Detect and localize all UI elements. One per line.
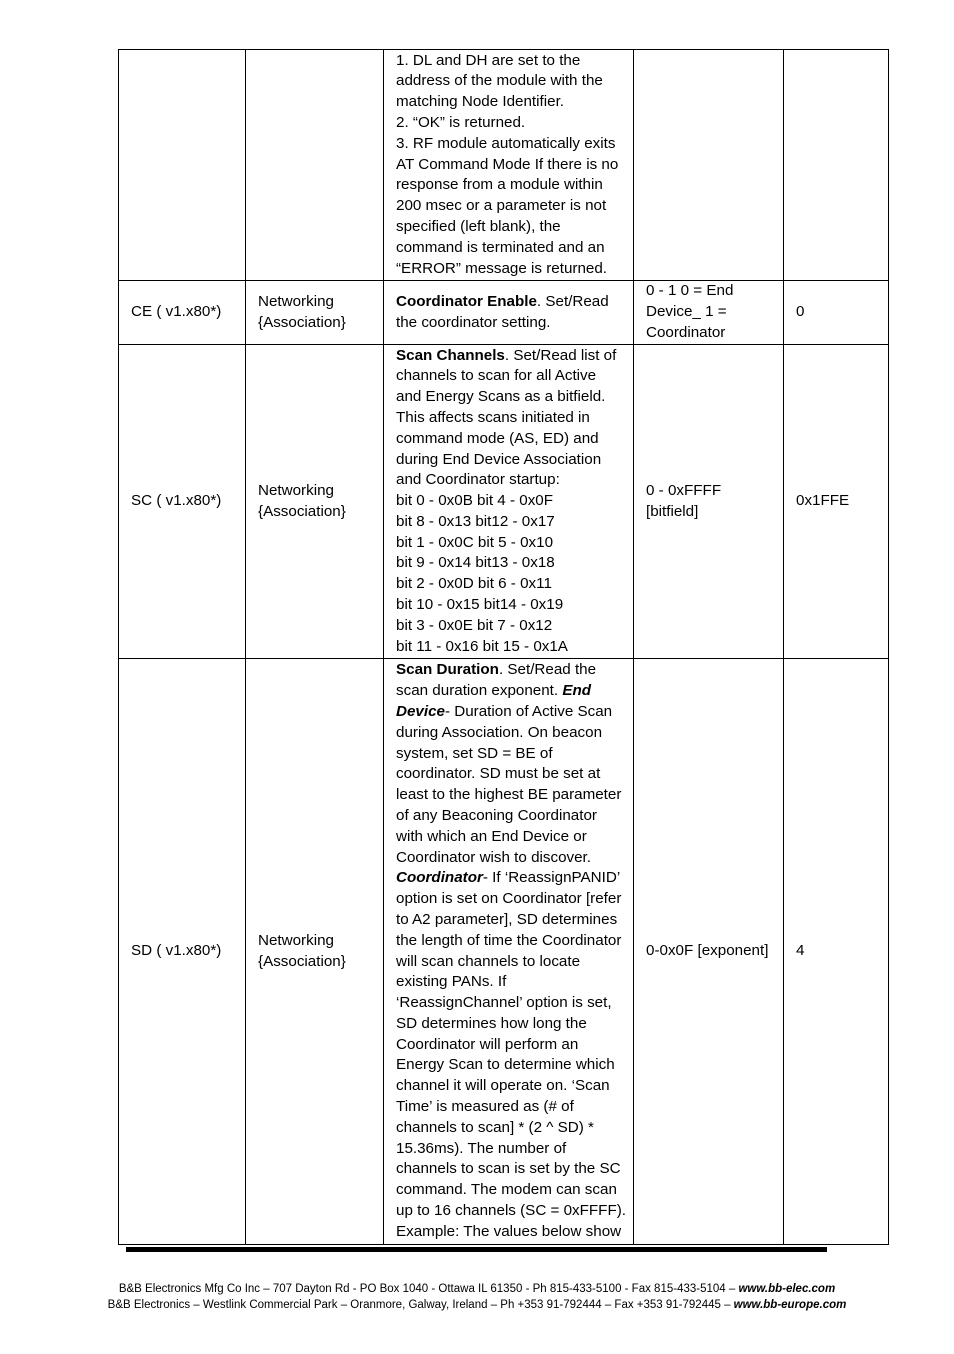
description-cell [384,659,634,1245]
desc-line: will scan channels to locate [396,952,581,970]
table-row [119,659,889,1245]
footer-address: B&B Electronics – Westlink Commercial Park – Oranmore, Galway, Ireland – Ph +353 91-792444 – Fax +353 91-792445 – [107,1299,734,1311]
default-cell [784,50,889,281]
desc-line: up to 16 channels (SC = 0xFFFF). [396,1202,627,1220]
category-line: {Association} [258,502,346,520]
desc-text: . Set/Read list of [504,346,617,364]
desc-line: command is terminated and an [396,238,605,256]
desc-line: least to the highest BE parameter [396,786,622,804]
desc-line: channels to scan for all Active [396,367,597,385]
param-cell: CE ( v1.x80*) [119,281,246,345]
bit-channel-line: bit 1 - 0x0C bit 5 - 0x10 [396,533,554,551]
desc-line [396,868,625,889]
at-command-table [118,49,889,1245]
footer-address: B&B Electronics Mfg Co Inc – 707 Dayton Rd - PO Box 1040 - Ottawa IL 61350 - Ph 815-433-5100 - Fax 815-433-5104 – [118,1283,739,1295]
desc-line [396,702,625,723]
desc-line: Energy Scan to determine which [396,1056,615,1074]
bit-channel-line: bit 9 - 0x14 bit13 - 0x18 [396,554,555,572]
desc-line: response from a module within [396,176,603,194]
desc-line: Example: The values below show [396,1222,622,1240]
desc-line: 200 msec or a parameter is not [396,197,607,215]
desc-line: of any Beaconing Coordinator [396,806,597,824]
desc-line: Time’ is measured as (# of [396,1098,574,1116]
footer-link[interactable]: www.bb-elec.com [738,1283,836,1295]
range-line: [bitfield] [646,502,699,520]
desc-title: Scan Duration [396,661,499,679]
desc-line [396,292,625,313]
desc-line: and Coordinator startup: [396,471,560,489]
desc-line: “ERROR” message is returned. [396,259,608,277]
bit-channel-line: bit 8 - 0x13 bit12 - 0x17 [396,512,555,530]
bit-channel-line: bit 3 - 0x0E bit 7 - 0x12 [396,616,553,634]
footer-link[interactable]: www.bb-europe.com [733,1299,847,1311]
range-line: Coordinator [646,323,726,341]
desc-line: specified (left blank), the [396,217,561,235]
desc-text: - If ‘ReassignPANID’ [482,869,621,887]
range-line: Device_ 1 = [646,303,727,321]
param-cell: SC ( v1.x80*) [119,345,246,659]
param-cell: SD ( v1.x80*) [119,659,246,1245]
default-cell: 0 [784,281,889,345]
end-device-label: Device [396,702,445,720]
desc-line: coordinator. SD must be set at [396,765,601,783]
desc-line: This affects scans initiated in [396,408,590,426]
desc-line: Coordinator wish to discover. [396,848,591,866]
end-device-label: End [562,682,592,700]
desc-line: the length of time the Coordinator [396,931,622,949]
range-line: 0 - 0xFFFF [646,481,722,499]
desc-line: address of the module with the [396,72,603,90]
desc-line: to A2 parameter], SD determines [396,910,618,928]
bit-channel-line: bit 2 - 0x0D bit 6 - 0x11 [396,575,552,593]
desc-line: 3. RF module automatically exits [396,134,616,152]
bit-channel-line: bit 0 - 0x0B bit 4 - 0x0F [396,492,554,510]
table-row [119,345,889,659]
desc-line: 1. DL and DH are set to the [396,51,581,69]
desc-line: during Association. On beacon [396,723,603,741]
desc-line: AT Command Mode If there is no [396,155,619,173]
desc-line: command mode (AS, ED) and [396,429,599,447]
table-row [119,281,889,345]
description-cell [384,50,634,281]
desc-line [396,681,625,702]
desc-line: command. The modem can scan [396,1181,617,1199]
desc-line: option is set on Coordinator [refer [396,890,622,908]
desc-text: . Set/Read the [498,661,597,679]
footer-rule [126,1247,827,1252]
desc-line: matching Node Identifier. [396,93,565,111]
range-cell: 0-0x0F [exponent] [634,659,784,1245]
footer-line-us [0,1281,954,1297]
desc-line: with which an End Device or [396,827,587,845]
category-cell [246,659,384,1245]
range-cell [634,281,784,345]
desc-line: channel it will operate on. ‘Scan [396,1077,610,1095]
footer [0,1281,954,1313]
range-cell [634,50,784,281]
desc-line [396,346,625,367]
category-line: {Association} [258,313,346,331]
desc-line [396,660,625,681]
footer-line-eu [0,1297,954,1313]
category-cell [246,50,384,281]
desc-line: system, set SD = BE of [396,744,553,762]
desc-text: - Duration of Active Scan [444,702,613,720]
description-cell [384,281,634,345]
category-line: {Association} [258,952,346,970]
category-cell [246,345,384,659]
desc-line: Coordinator will perform an [396,1035,579,1053]
category-line: Networking [258,292,334,310]
param-cell [119,50,246,281]
desc-line: during End Device Association [396,450,602,468]
desc-line: 15.36ms). The number of [396,1139,567,1157]
desc-line: SD determines how long the [396,1014,587,1032]
default-cell: 4 [784,659,889,1245]
desc-line: channels to scan is set by the SC [396,1160,621,1178]
desc-line: existing PANs. If [396,973,507,991]
desc-text: scan duration exponent. [396,682,563,700]
category-cell [246,281,384,345]
range-line: 0 - 1 0 = End [646,282,734,300]
desc-line: and Energy Scans as a bitfield. [396,388,606,406]
desc-text: . Set/Read [536,292,609,310]
description-cell [384,345,634,659]
range-cell [634,345,784,659]
bit-channel-line: bit 11 - 0x16 bit 15 - 0x1A [396,637,568,655]
desc-title: Coordinator Enable [396,292,537,310]
default-cell: 0x1FFE [784,345,889,659]
desc-line: channels to scan] * (2 ^ SD) * [396,1118,594,1136]
category-line: Networking [258,481,334,499]
table-row [119,50,889,281]
desc-line: 2. “OK” is returned. [396,114,526,131]
coordinator-label: Coordinator [396,869,483,887]
desc-title: Scan Channels [396,346,505,364]
category-line: Networking [258,931,334,949]
desc-line: ‘ReassignChannel’ option is set, [396,994,612,1012]
bit-channel-line: bit 10 - 0x15 bit14 - 0x19 [396,596,564,614]
desc-line: the coordinator setting. [396,313,551,331]
